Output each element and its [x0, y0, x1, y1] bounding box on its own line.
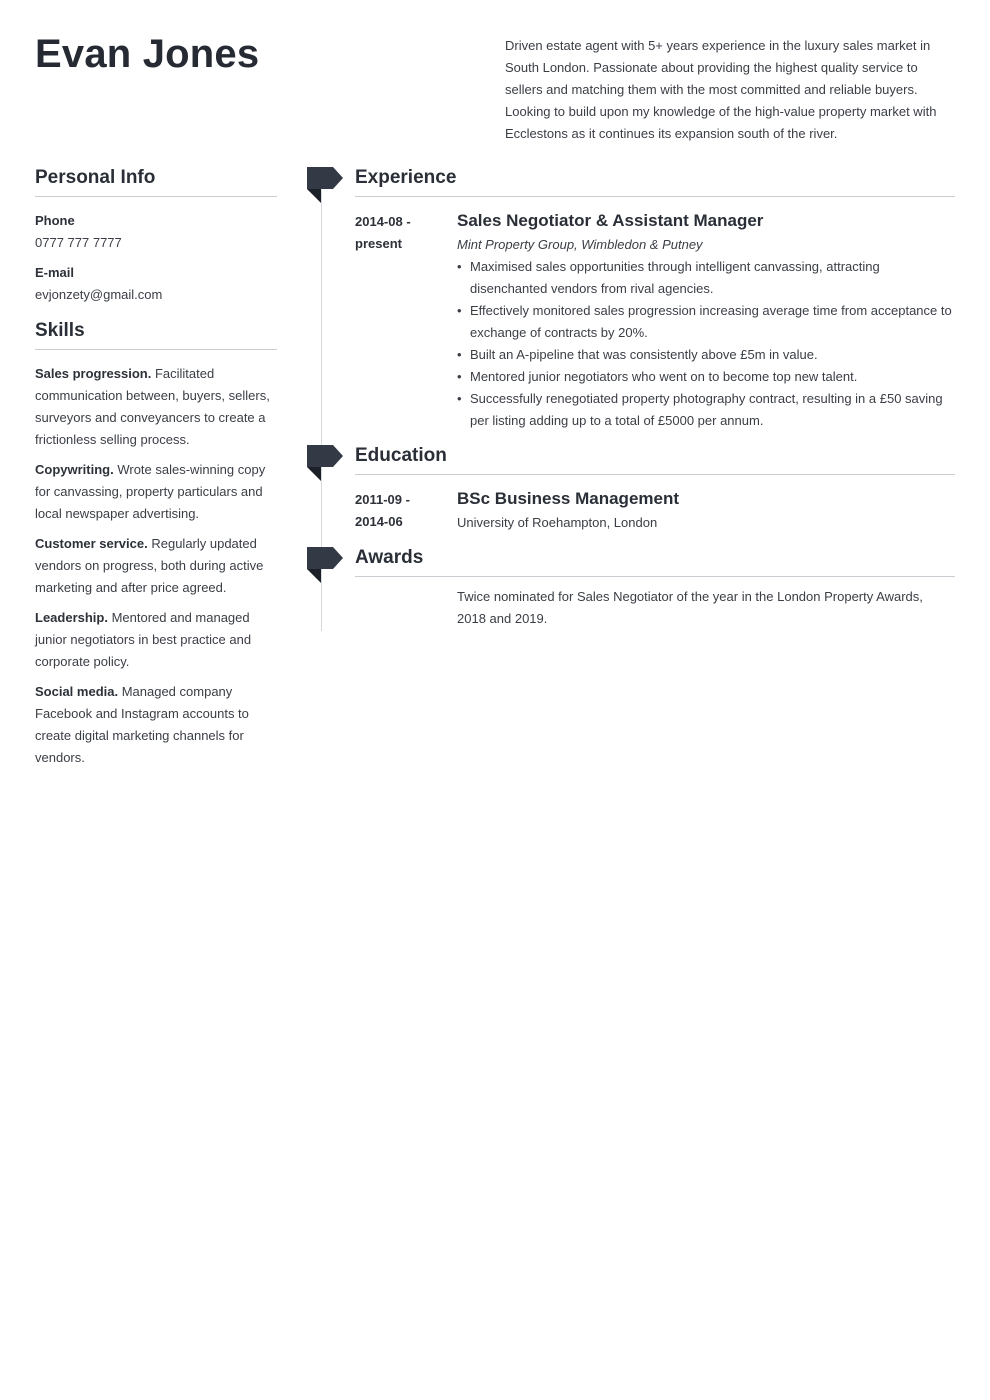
- skill-text: Mentored and managed junior negotiators in best practice and corporate policy.: [35, 610, 252, 669]
- education-dates: [355, 489, 435, 533]
- date-end: present: [355, 236, 402, 251]
- school-name: University of Roehampton, London: [457, 515, 658, 530]
- experience-flag-icon: [307, 167, 343, 205]
- skill-text: Regularly updated vendors on progress, both during active marketing and after price agreed.: [35, 536, 264, 595]
- list-item: • Successfully renegotiated property photography contract, resulting in a £50 saving per listing adding up to a total of £5000 per annum.: [457, 388, 955, 432]
- personal-info-heading: Personal Info: [35, 167, 277, 197]
- awards-flag-icon: [307, 547, 343, 585]
- skill-name: Social media.: [35, 684, 119, 699]
- candidate-name: Evan Jones: [35, 32, 260, 76]
- skill-name: Leadership.: [35, 610, 108, 625]
- experience-section: [355, 167, 955, 432]
- education-flag-icon: [307, 445, 343, 483]
- achievements-list: [457, 256, 955, 432]
- company-name: Mint Property Group, Wimbledon & Putney: [457, 237, 703, 252]
- skill-item: [35, 533, 277, 599]
- education-heading: Education: [355, 445, 955, 475]
- award-text: Twice nominated for Sales Negotiator of the year in the London Property Awards, 2018 and 2019.: [457, 589, 923, 626]
- job-title: Sales Negotiator & Assistant Manager: [457, 211, 764, 230]
- skill-item: [35, 681, 277, 769]
- education-entry: [355, 487, 955, 534]
- list-item: • Mentored junior negotiators who went on to become top new talent.: [457, 366, 955, 388]
- degree-title: BSc Business Management: [457, 489, 680, 508]
- phone-label: Phone: [35, 213, 75, 228]
- left-column: [35, 167, 277, 777]
- list-item: • Effectively monitored sales progression increasing average time from acceptance to exchange of contracts by 20%.: [457, 300, 955, 344]
- experience-dates: [355, 211, 435, 255]
- skill-item: [35, 363, 277, 451]
- skill-text: Wrote sales-winning copy for canvassing, property particulars and local newspaper advertising.: [35, 462, 266, 521]
- date-start: 2011-09 -: [355, 492, 410, 507]
- education-section: [355, 445, 955, 534]
- skill-item: [35, 459, 277, 525]
- phone-value: 0777 777 7777: [35, 235, 122, 250]
- list-item: • Maximised sales opportunities through intelligent canvassing, attracting disenchanted vendors from rival agencies.: [457, 256, 955, 300]
- skill-text: Managed company Facebook and Instagram accounts to create digital marketing channels for vendors.: [35, 684, 249, 765]
- email-label: E-mail: [35, 265, 75, 280]
- skills-heading: Skills: [35, 320, 277, 350]
- list-item: • Built an A-pipeline that was consistently above £5m in value.: [457, 344, 955, 366]
- date-end: 2014-06: [355, 514, 403, 529]
- experience-heading: Experience: [355, 167, 955, 197]
- awards-section: [355, 547, 955, 630]
- skill-name: Sales progression.: [35, 366, 152, 381]
- skill-text: Facilitated communication between, buyers, sellers, surveyors and conveyancers to create a frictionless selling process.: [35, 366, 270, 447]
- profile-summary: Driven estate agent with 5+ years experience in the luxury sales market in South London. Passionate about providing the highest quality service to sellers and matching them with the most committed and reliable buyers. Looking to build upon my knowledge of the high-value property market with Ecclestons as it continues its expansion south of the river.: [505, 38, 937, 141]
- skill-item: [35, 607, 277, 673]
- date-start: 2014-08 -: [355, 214, 411, 229]
- skill-name: Customer service.: [35, 536, 148, 551]
- award-entry: [355, 586, 955, 630]
- experience-entry: [355, 209, 955, 432]
- awards-heading: Awards: [355, 547, 955, 577]
- email-value: evjonzety@gmail.com: [35, 287, 163, 302]
- skill-name: Copywriting.: [35, 462, 114, 477]
